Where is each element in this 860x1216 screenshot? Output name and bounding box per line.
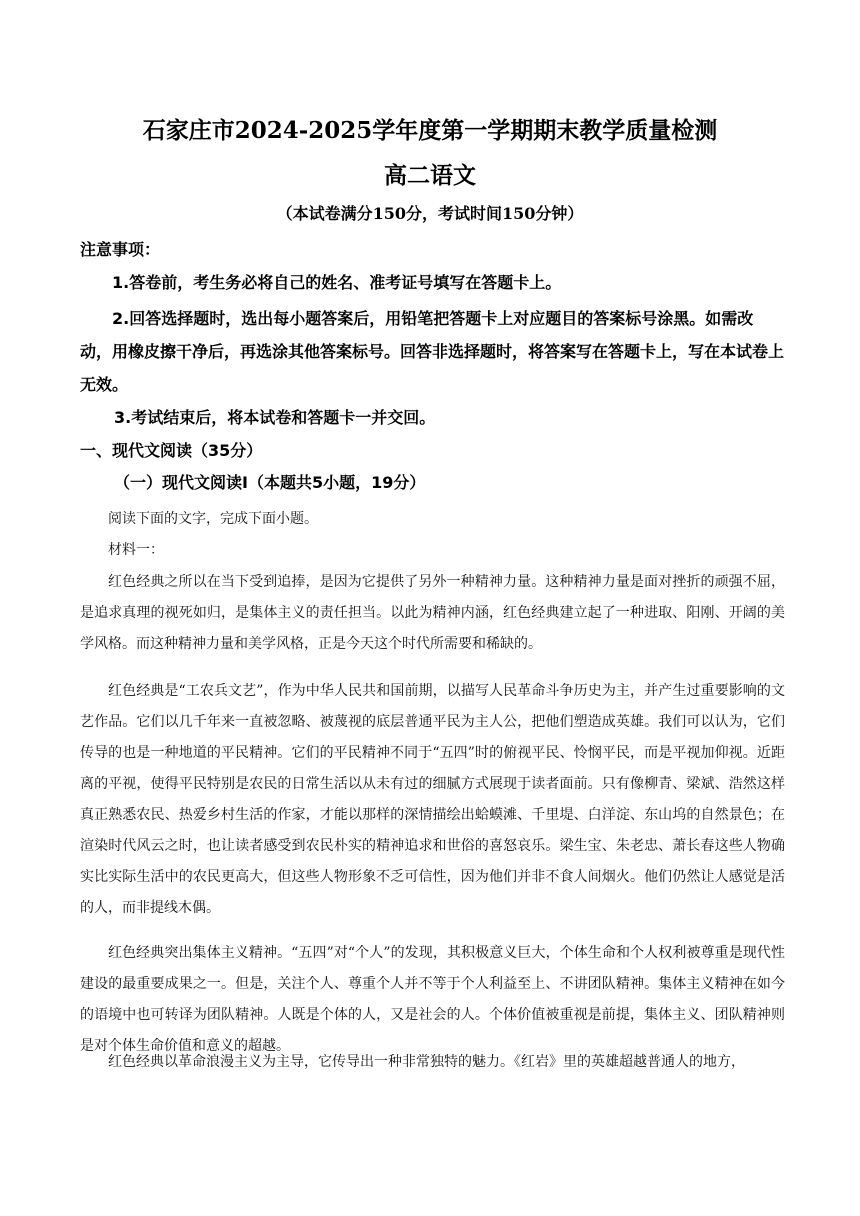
exam-title: 石家庄市2024-2025学年度第一学期期末教学质量检测 xyxy=(142,117,718,144)
material-label: 材料一： xyxy=(108,542,164,558)
notice-heading: 注意事项： xyxy=(80,240,161,259)
notice-item-3: 3.考试结束后，将本试卷和答题卡一并交回。 xyxy=(114,408,436,427)
notice-item-1: 1.答卷前，考生务必将自己的姓名、准考证号填写在答题卡上。 xyxy=(112,273,562,292)
reading-instruction: 阅读下面的文字，完成下面小题。 xyxy=(108,511,318,527)
subsection-heading: （一）现代文阅读Ⅰ（本题共5小题，19分） xyxy=(114,473,426,492)
passage-paragraph: 红色经典以革命浪漫主义为主导，它传导出一种非常独特的魅力。《红岩》里的英雄超越普通人的地方， xyxy=(108,1054,745,1070)
section-heading: 一、现代文阅读（35分） xyxy=(80,441,263,460)
passage-paragraph: 红色经典是“工农兵文艺”，作为中华人民共和国前期，以描写人民革命斗争历史为主，并产生过重要影响的文艺作品。它们以几千年来一直被忽略、被蔑视的底层普通平民为主人公，把他们塑造成英雄。我们可以认为，它们传导的也是一种地道的平民精神。它们的平民精神不同于“五四”时的俯视平民、怜悯平民，而是平视加仰视。近距离的平视，使得平民特别是农民的日常生活以从未有过的细腻方式展现于读者面前。只有像柳青、梁斌、浩然这样真正熟悉农民、热爱乡村生活的作家，才能以那样的深情描绘出蛤蟆滩、千里堤、白洋淀、东山坞的自然景色；在渲染时代风云之时，也让读者感受到农民朴实的精神追求和世俗的喜怒哀乐。梁生宝、朱老忠、萧长春这些人物确实比实际生活中的农民更高大，但这些人物形象不乏可信性，因为他们并非不食人间烟火。他们仍然让人感觉是活的人，而非提线木偶。 xyxy=(80,683,785,916)
exam-info: （本试卷满分150分，考试时间150分钟） xyxy=(276,204,584,223)
notice-item-2: 2.回答选择题时，选出每小题答案后，用铅笔把答题卡上对应题目的答案标号涂黑。如需改动，用橡皮擦干净后，再选涂其他答案标号。回答非选择题时，将答案写在答题卡上，写在本试卷上无效。 xyxy=(80,309,785,394)
passage-paragraph: 红色经典之所以在当下受到追捧，是因为它提供了另外一种精神力量。这种精神力量是面对挫折的顽强不屈，是追求真理的视死如归，是集体主义的责任担当。以此为精神内涵，红色经典建立起了一种进取、阳刚、开阔的美学风格。而这种精神力量和美学风格，正是今天这个时代所需要和稀缺的。 xyxy=(80,574,785,652)
subject-title: 高二语文 xyxy=(384,162,476,189)
passage-paragraph: 红色经典突出集体主义精神。“五四”对“个人”的发现，其积极意义巨大，个体生命和个人权利被尊重是现代性建设的最重要成果之一。但是，关注个人、尊重个人并不等于个人利益至上、不讲团队精神。集体主义精神在如今的语境中也可转译为团队精神。人既是个体的人，又是社会的人。个体价值被重视是前提，集体主义、团队精神则是对个体生命价值和意义的超越。 xyxy=(80,945,785,1054)
